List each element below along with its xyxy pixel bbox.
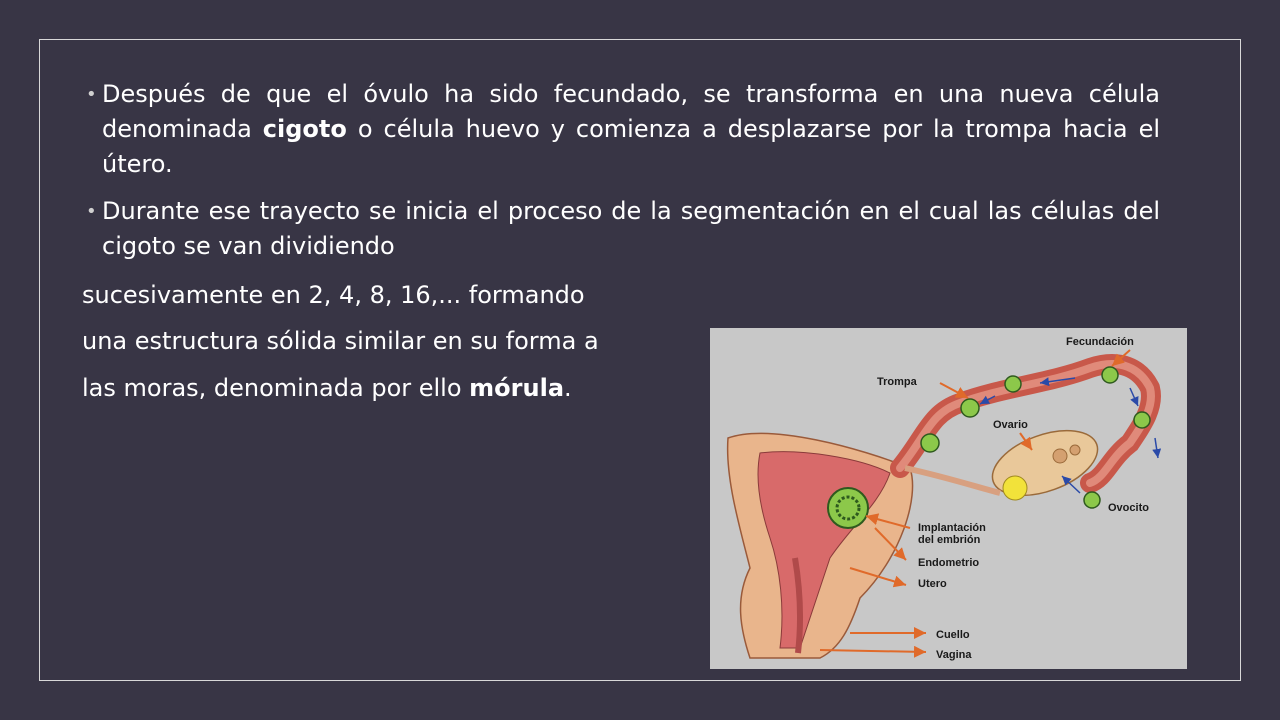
implanting-embryo bbox=[828, 488, 868, 528]
zygote-cell bbox=[1102, 367, 1118, 383]
label-ovario: Ovario bbox=[993, 419, 1028, 431]
continuation-line-1: sucesivamente en 2, 4, 8, 16,... formando bbox=[82, 281, 585, 309]
label-vagina: Vagina bbox=[936, 649, 972, 661]
bullet-paragraph-2 bbox=[86, 194, 1160, 264]
label-cuello: Cuello bbox=[936, 629, 970, 641]
label-utero: Utero bbox=[918, 578, 947, 590]
bullet-dot-icon: • bbox=[86, 201, 97, 222]
label-endometrio: Endometrio bbox=[918, 557, 980, 569]
two-cell-stage bbox=[1134, 412, 1150, 428]
line-3-after: . bbox=[564, 374, 572, 402]
bullet-1-before: Después de que el óvulo ha sido fecundado, se transforma en una nueva célula denominada bbox=[102, 80, 1160, 143]
continuation-line-2: una estructura sólida similar en su forma a bbox=[82, 327, 599, 355]
bullet-paragraph-1 bbox=[86, 77, 1160, 182]
label-implantacion-line2: del embrión bbox=[918, 534, 981, 546]
bullet-2-text: Durante ese trayecto se inicia el proceso de la segmentación en el cual las células del cigoto se van dividiendo bbox=[102, 197, 1160, 260]
bullet-1-text bbox=[86, 77, 1160, 182]
reproductive-system-diagram bbox=[710, 328, 1187, 669]
line-3-before: las moras, denominada por ello bbox=[82, 374, 470, 402]
bullet-1-after: o célula huevo y comienza a desplazarse por la trompa hacia el útero. bbox=[102, 115, 1160, 178]
bullet-1-keyword: cigoto bbox=[262, 115, 347, 143]
label-trompa: Trompa bbox=[877, 376, 917, 388]
label-implantacion-line1: Implantación bbox=[918, 522, 986, 534]
oocyte-cell bbox=[1084, 492, 1100, 508]
morula-cell-1 bbox=[1005, 376, 1021, 392]
line-3-keyword: mórula bbox=[469, 374, 565, 402]
diagram-illustration bbox=[710, 328, 1187, 669]
continuation-line-3 bbox=[82, 371, 572, 406]
ligament bbox=[905, 468, 1000, 493]
label-fecundacion: Fecundación bbox=[1066, 336, 1134, 348]
ovarian-follicle bbox=[1003, 476, 1027, 500]
bullet-dot-icon: • bbox=[86, 84, 97, 105]
label-ovocito: Ovocito bbox=[1108, 502, 1149, 514]
morula-cell-3 bbox=[921, 434, 939, 452]
morula-cell-2 bbox=[961, 399, 979, 417]
